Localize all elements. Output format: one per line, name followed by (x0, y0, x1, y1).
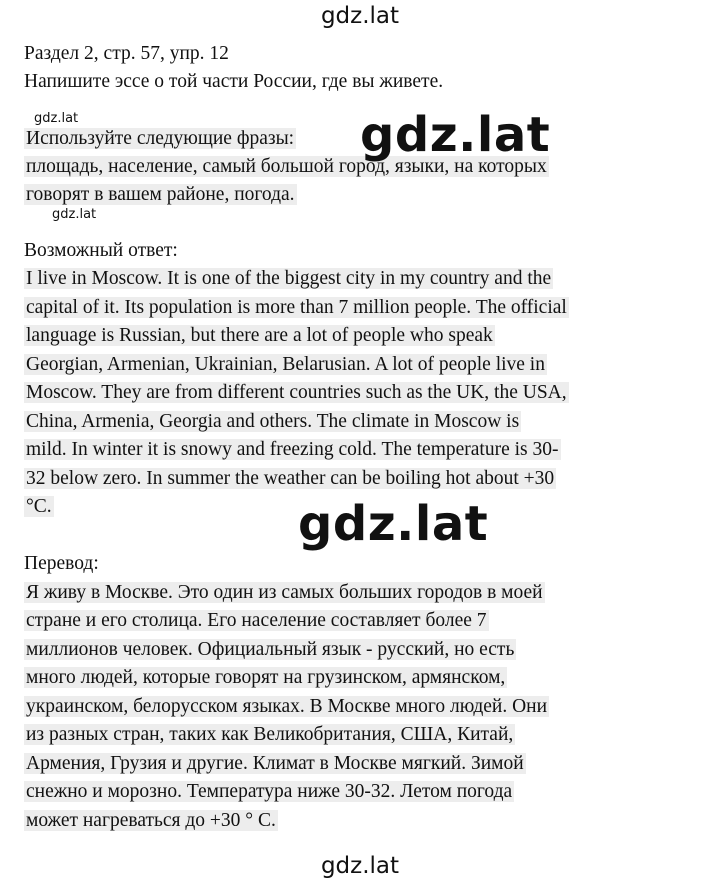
phrases-line-2-text: говорят в вашем районе, погода. (26, 184, 295, 205)
translation-line-3 (24, 636, 516, 664)
answer-line-5-text: Moscow. They are from different countries such as the UK, the USA, (26, 382, 567, 403)
translation-line-9 (24, 807, 278, 835)
phrases-intro (24, 125, 296, 153)
translation-line-8 (24, 778, 514, 806)
answer-line-9 (24, 493, 54, 521)
answer-line-4-text: Georgian, Armenian, Ukrainian, Belarusian. A lot of people live in (26, 354, 545, 375)
translation-line-9-text: может нагреваться до +30 ° С. (26, 810, 276, 831)
answer-line-6-text: China, Armenia, Georgia and others. The climate in Moscow is (26, 411, 520, 432)
answer-line-2-text: capital of it. Its population is more than 7 million people. The official (26, 297, 567, 318)
watermark-small-1: gdz.lat (34, 111, 79, 126)
task-text: Напишите эссе о той части России, где вы живете. (24, 71, 444, 92)
answer-line-1 (24, 265, 553, 293)
translation-line-4 (24, 664, 507, 692)
answer-line-7 (24, 436, 561, 464)
translation-line-6 (24, 721, 515, 749)
watermark-top: gdz.lat (320, 3, 400, 29)
phrases-intro-text: Используйте следующие фразы: (26, 128, 295, 149)
watermark-big-2: gdz.lat (298, 496, 489, 552)
translation-heading: Перевод: (24, 553, 99, 574)
answer-line-6 (24, 408, 521, 436)
translation-line-2 (24, 607, 489, 635)
answer-line-3-text: language is Russian, but there are a lot of people who speak (26, 325, 493, 346)
answer-line-2 (24, 294, 569, 322)
answer-line-7-text: mild. In winter it is snowy and freezing cold. The temperature is 30- (26, 439, 559, 460)
watermark-small-2: gdz.lat (52, 207, 97, 222)
translation-line-8-text: снежно и морозно. Температура ниже 30-32. Летом погода (26, 781, 513, 802)
translation-line-2-text: стране и его столица. Его население составляет более 7 (26, 610, 487, 631)
phrases-line-2 (24, 181, 297, 209)
translation-line-1-text: Я живу в Москве. Это один из самых больших городов в моей (26, 582, 543, 603)
answer-line-8 (24, 465, 556, 493)
answer-line-5 (24, 379, 569, 407)
translation-line-7 (24, 750, 526, 778)
answer-line-8-text: 32 below zero. In summer the weather can be boiling hot about +30 (26, 468, 555, 489)
translation-line-6-text: из разных стран, таких как Великобритания, США, Китай, (26, 724, 514, 745)
watermark-bottom: gdz.lat (320, 853, 400, 879)
answer-line-3 (24, 322, 495, 350)
translation-line-4-text: много людей, которые говорят на грузинском, армянском, (26, 667, 506, 688)
phrases-line-1-text: площадь, население, самый большой город, языки, на которых (26, 156, 547, 177)
answer-line-9-text: °C. (26, 496, 52, 517)
watermark-big-1: gdz.lat (360, 107, 551, 163)
answer-line-4 (24, 351, 547, 379)
section-reference: Раздел 2, стр. 57, упр. 12 (24, 43, 229, 64)
translation-line-5-text: украинском, белорусском языках. В Москве много людей. Они (26, 696, 548, 717)
translation-line-3-text: миллионов человек. Официальный язык - русский, но есть (26, 639, 515, 660)
translation-line-7-text: Армения, Грузия и другие. Климат в Москве мягкий. Зимой (26, 753, 524, 774)
translation-line-1 (24, 579, 545, 607)
answer-heading: Возможный ответ: (24, 240, 178, 261)
answer-line-1-text: I live in Moscow. It is one of the biggest city in my country and the (26, 268, 552, 289)
translation-line-5 (24, 693, 549, 721)
